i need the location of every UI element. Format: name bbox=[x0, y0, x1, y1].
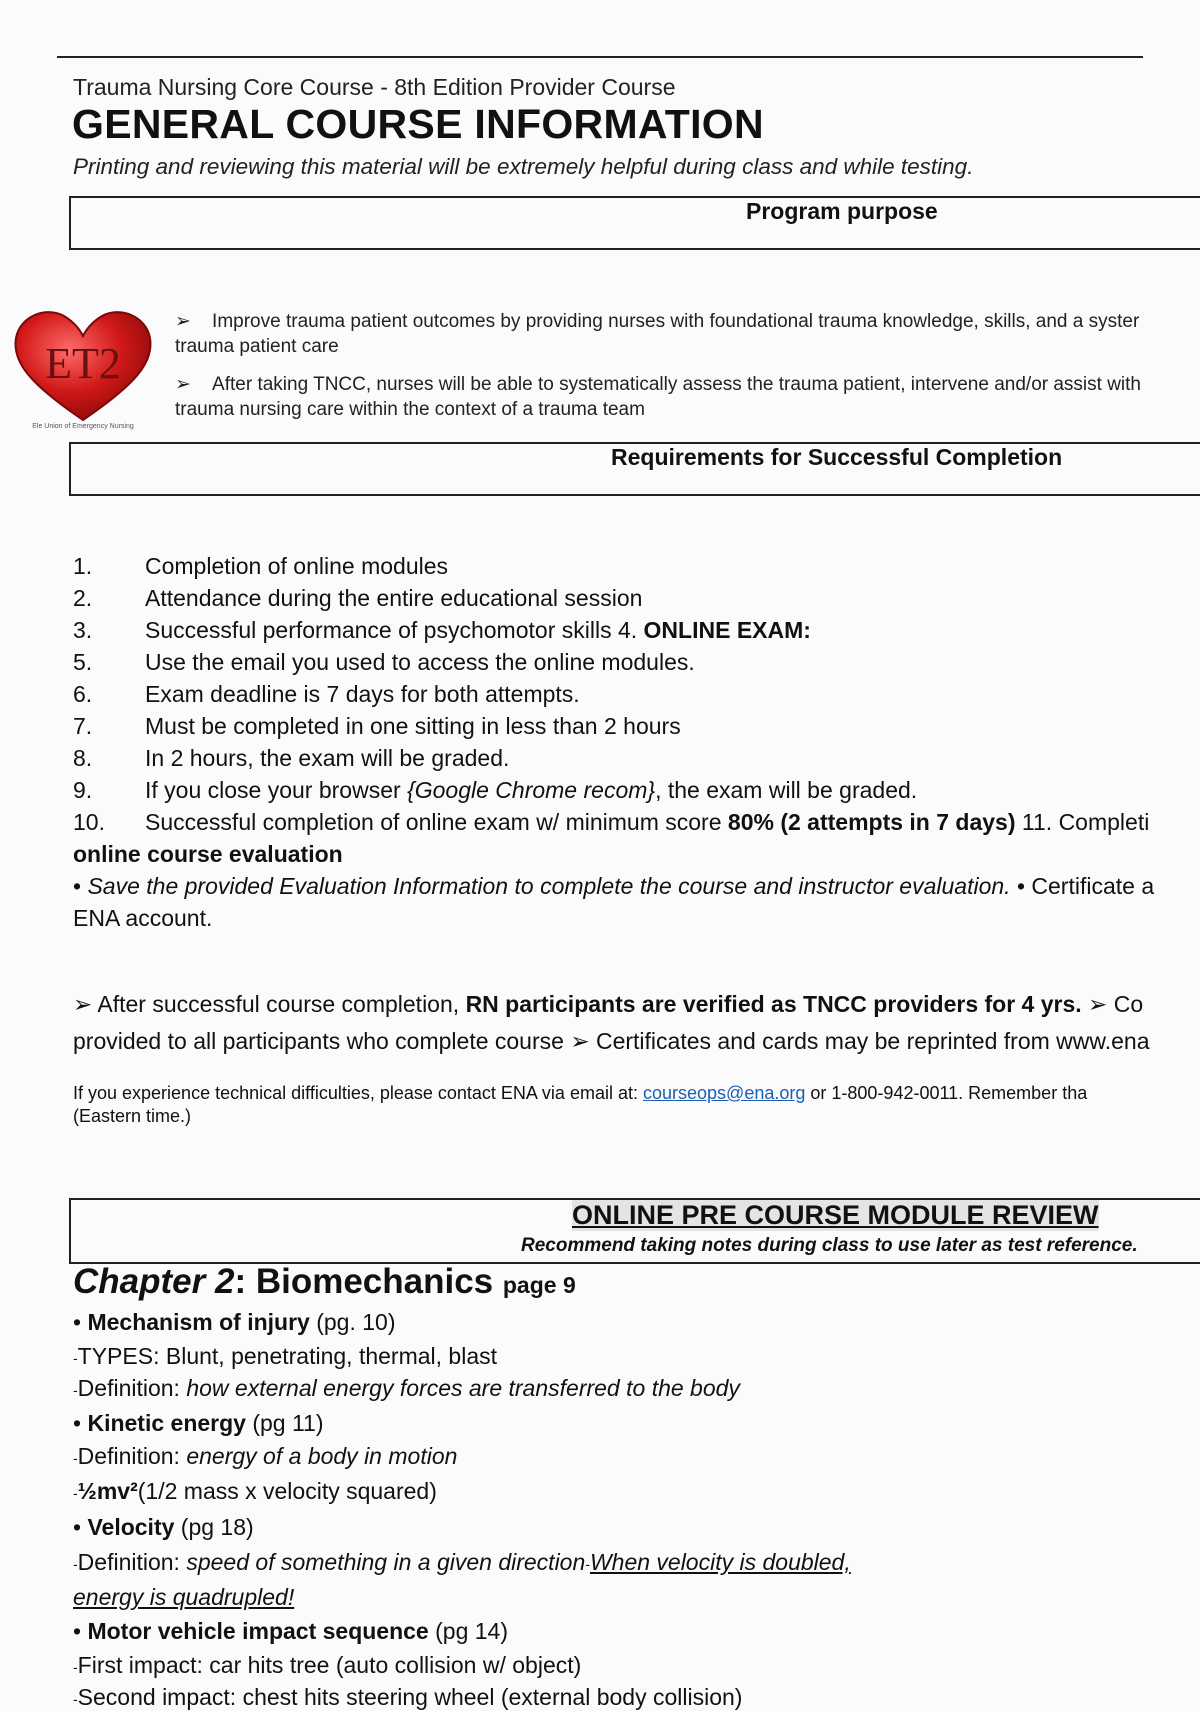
chapter-line: • Kinetic energy (pg 11) bbox=[73, 1410, 324, 1436]
chapter-heading: Chapter 2: Biomechanics page 9 bbox=[73, 1262, 576, 1301]
completion-note-line2: provided to all participants who complete course ➢ Certificates and cards may be reprinted from www.ena bbox=[73, 1028, 1150, 1054]
purpose-bullet-2-line2: trauma nursing care within the context of a trauma team bbox=[175, 399, 645, 420]
purpose-bullet-1: ➢ Improve trauma patient outcomes by providing nurses with foundational trauma knowledge, skills, and a syster bbox=[175, 311, 1140, 332]
chapter-line: -First impact: car hits tree (auto collision w/ object) bbox=[73, 1652, 582, 1678]
module-review-heading: ONLINE PRE COURSE MODULE REVIEW bbox=[572, 1200, 1099, 1230]
purpose-bullet-2: ➢ After taking TNCC, nurses will be able to systematically assess the trauma patient, intervene and/or assist with bbox=[175, 374, 1141, 395]
chapter-line: energy is quadrupled! bbox=[73, 1584, 295, 1610]
list-item: 2. Attendance during the entire educational session bbox=[73, 585, 643, 611]
list-item: 10. Successful completion of online exam w/ minimum score 80% (2 attempts in 7 days) 11. Completi bbox=[73, 809, 1150, 835]
arrow-bullet-icon: ➢ bbox=[175, 311, 191, 332]
module-review-subheading: Recommend taking notes during class to use later as test reference. bbox=[521, 1235, 1138, 1256]
program-purpose-heading: Program purpose bbox=[746, 198, 938, 224]
chapter-line: -TYPES: Blunt, penetrating, thermal, blast bbox=[73, 1343, 497, 1369]
page-subtitle: Printing and reviewing this material will be extremely helpful during class and while testing. bbox=[73, 154, 974, 179]
svg-text:ET2: ET2 bbox=[45, 339, 121, 388]
save-evaluation-note: • Save the provided Evaluation Information to complete the course and instructor evaluation. • Certificate a bbox=[73, 873, 1155, 899]
chapter-line: • Mechanism of injury (pg. 10) bbox=[73, 1309, 396, 1335]
program-purpose-header-box bbox=[69, 196, 1200, 250]
chapter-line: -Definition: energy of a body in motion bbox=[73, 1443, 458, 1469]
arrow-bullet-icon: ➢ bbox=[175, 374, 191, 395]
course-name: Trauma Nursing Core Course - 8th Edition Provider Course bbox=[73, 74, 676, 100]
tech-support-note: If you experience technical difficulties, please contact ENA via email at: courseops@ena.org or 1-800-942-0011. Remember tha bbox=[73, 1083, 1088, 1103]
list-item: 9. If you close your browser {Google Chrome recom}, the exam will be graded. bbox=[73, 777, 918, 803]
support-email-link[interactable]: courseops@ena.org bbox=[643, 1083, 806, 1103]
chapter-line: -½mv²(1/2 mass x velocity squared) bbox=[73, 1478, 437, 1504]
completion-note-line1: ➢ After successful course completion, RN participants are verified as TNCC providers for 4 yrs. ➢ Co bbox=[73, 991, 1144, 1017]
purpose-bullet-1-line2: trauma patient care bbox=[175, 336, 339, 357]
svg-text:Ele Union of Emergency Nursing: Ele Union of Emergency Nursing bbox=[32, 423, 134, 430]
list-item: 1. Completion of online modules bbox=[73, 553, 449, 579]
online-course-evaluation-text: online course evaluation bbox=[73, 841, 343, 867]
list-item: 8. In 2 hours, the exam will be graded. bbox=[73, 745, 510, 771]
chapter-line: • Motor vehicle impact sequence (pg 14) bbox=[73, 1618, 508, 1644]
page-title: GENERAL COURSE INFORMATION bbox=[72, 101, 764, 147]
list-item: 5. Use the email you used to access the online modules. bbox=[73, 649, 695, 675]
list-item: 7. Must be completed in one sitting in less than 2 hours bbox=[73, 713, 681, 739]
chapter-line: • Velocity (pg 18) bbox=[73, 1514, 254, 1540]
requirements-heading: Requirements for Successful Completion bbox=[611, 444, 1063, 470]
list-item: 3. Successful performance of psychomotor skills 4. ONLINE EXAM: bbox=[73, 617, 811, 643]
ena-account-text: ENA account. bbox=[73, 905, 213, 931]
tech-support-note-line2: (Eastern time.) bbox=[73, 1106, 192, 1126]
top-rule bbox=[57, 56, 1143, 58]
list-item: 6. Exam deadline is 7 days for both attempts. bbox=[73, 681, 580, 707]
et2-heart-logo bbox=[10, 302, 156, 434]
chapter-line: -Definition: speed of something in a given direction-When velocity is doubled, bbox=[73, 1549, 851, 1575]
chapter-line: -Definition: how external energy forces are transferred to the body bbox=[73, 1375, 740, 1401]
chapter-line: -Second impact: chest hits steering wheel (external body collision) bbox=[73, 1684, 743, 1710]
